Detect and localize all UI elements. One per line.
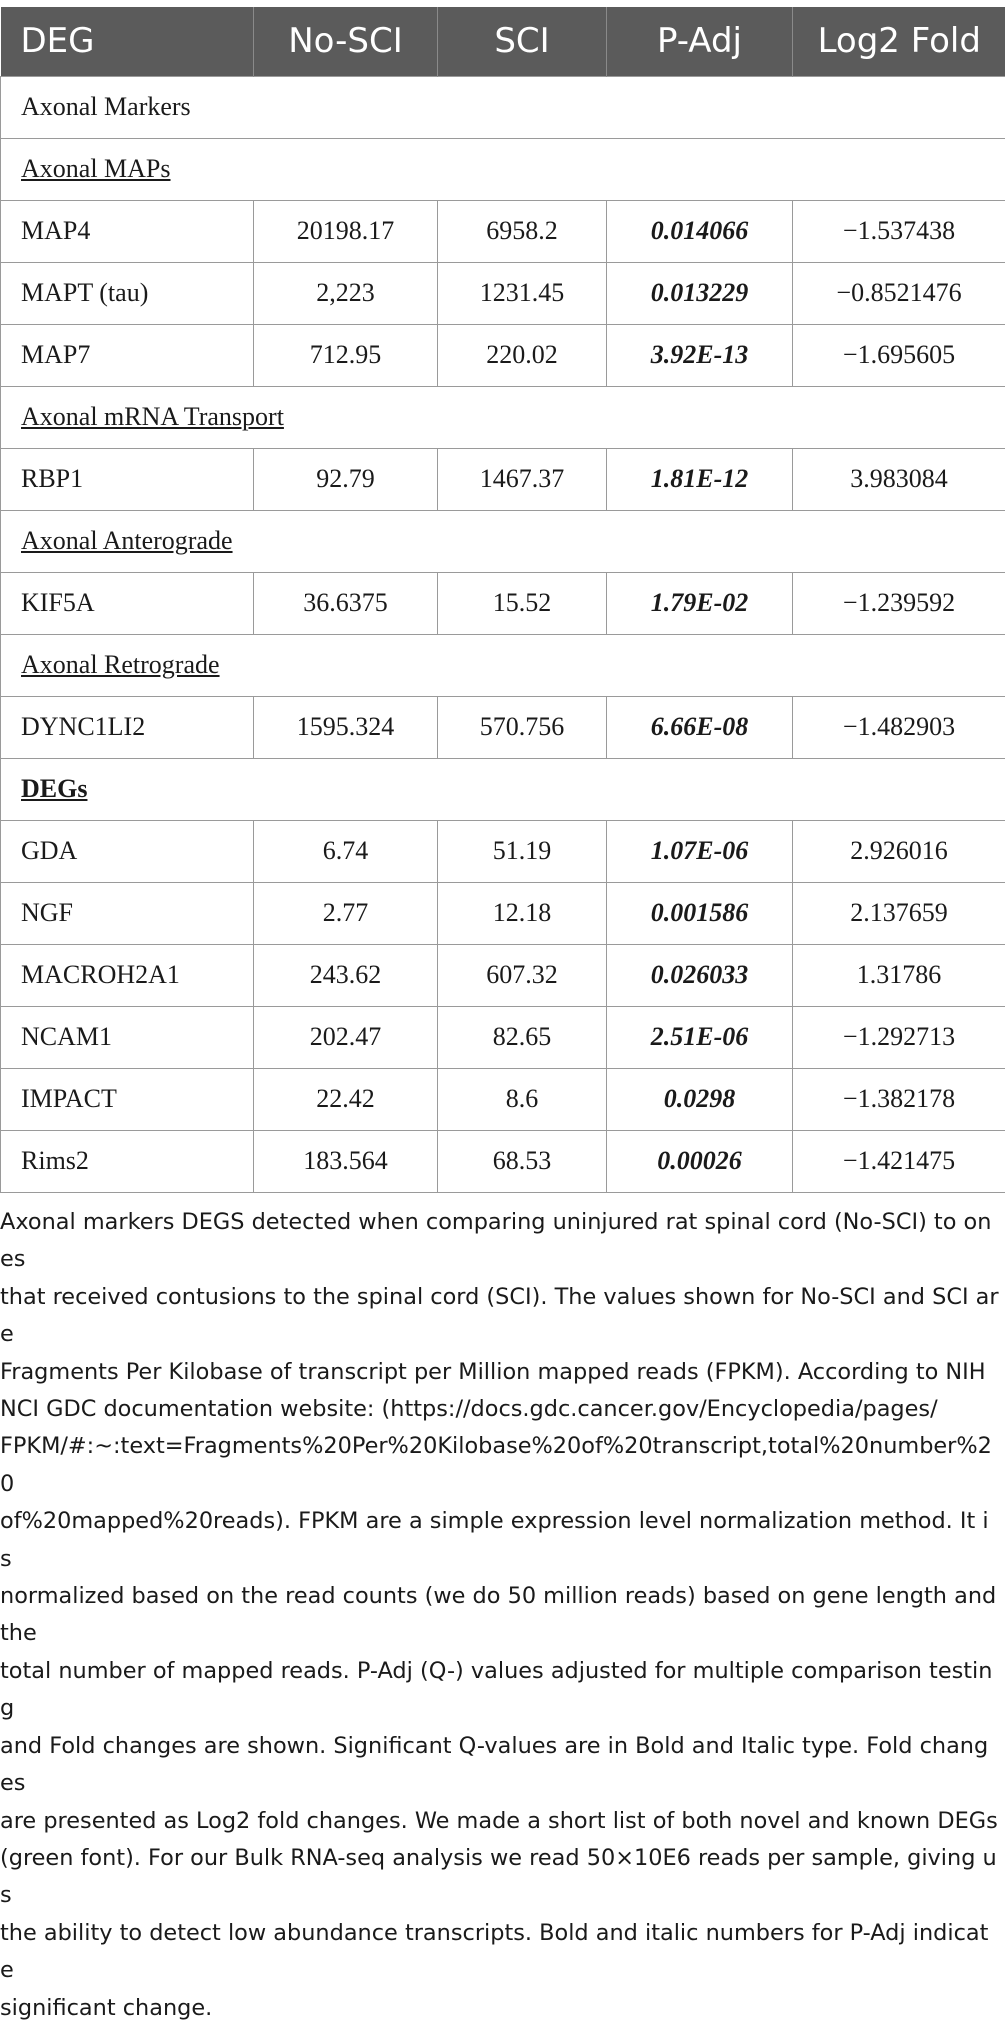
section-label-text: Axonal mRNA Transport bbox=[21, 402, 284, 431]
section-row bbox=[1, 510, 1005, 572]
sci-cell: 68.53 bbox=[438, 1130, 607, 1192]
table-row bbox=[1, 572, 1005, 634]
log2-fold-cell: −1.421475 bbox=[793, 1130, 1005, 1192]
no-sci-cell: 712.95 bbox=[254, 324, 438, 386]
gene-cell: KIF5A bbox=[1, 572, 254, 634]
table-caption bbox=[0, 1204, 1000, 2027]
no-sci-cell: 243.62 bbox=[254, 944, 438, 1006]
caption-line: are presented as Log2 fold changes. We made a short list of both novel and known DEGs bbox=[0, 1803, 1000, 1840]
section-label bbox=[1, 76, 1005, 138]
section-row bbox=[1, 634, 1005, 696]
caption-line: the ability to detect low abundance transcripts. Bold and italic numbers for P-Adj indicate bbox=[0, 1915, 1000, 1990]
p-adj-cell: 1.07E-06 bbox=[607, 820, 793, 882]
section-row bbox=[1, 758, 1005, 820]
caption-line: normalized based on the read counts (we do 50 million reads) based on gene length and the bbox=[0, 1578, 1000, 1653]
no-sci-cell: 1595.324 bbox=[254, 696, 438, 758]
gene-cell: GDA bbox=[1, 820, 254, 882]
section-label bbox=[1, 634, 1005, 696]
sci-cell: 82.65 bbox=[438, 1006, 607, 1068]
p-adj-cell: 1.81E-12 bbox=[607, 448, 793, 510]
caption-line: Fragments Per Kilobase of transcript per Million mapped reads (FPKM). According to NIH bbox=[0, 1354, 1000, 1391]
section-label-text: Axonal Retrograde bbox=[21, 650, 220, 679]
gene-cell: IMPACT bbox=[1, 1068, 254, 1130]
sci-cell: 220.02 bbox=[438, 324, 607, 386]
log2-fold-cell: −1.537438 bbox=[793, 200, 1005, 262]
caption-line: NCI GDC documentation website: (https://docs.gdc.cancer.gov/Encyclopedia/pages/ bbox=[0, 1391, 1000, 1428]
deg-table bbox=[0, 7, 1005, 1193]
table-row bbox=[1, 262, 1005, 324]
sci-cell: 570.756 bbox=[438, 696, 607, 758]
no-sci-cell: 2.77 bbox=[254, 882, 438, 944]
section-row bbox=[1, 76, 1005, 138]
p-adj-cell: 0.026033 bbox=[607, 944, 793, 1006]
caption-line: significant change. bbox=[0, 1990, 1000, 2027]
sci-cell: 607.32 bbox=[438, 944, 607, 1006]
log2-fold-cell: 1.31786 bbox=[793, 944, 1005, 1006]
p-adj-cell: 0.00026 bbox=[607, 1130, 793, 1192]
header-p-adj: P-Adj bbox=[607, 7, 793, 76]
table-row bbox=[1, 1068, 1005, 1130]
gene-cell: MAP4 bbox=[1, 200, 254, 262]
section-row bbox=[1, 386, 1005, 448]
table-body bbox=[1, 76, 1005, 1192]
table-header bbox=[1, 7, 1005, 76]
section-label bbox=[1, 386, 1005, 448]
sci-cell: 12.18 bbox=[438, 882, 607, 944]
table-row bbox=[1, 882, 1005, 944]
sci-cell: 51.19 bbox=[438, 820, 607, 882]
gene-cell: MAP7 bbox=[1, 324, 254, 386]
no-sci-cell: 36.6375 bbox=[254, 572, 438, 634]
no-sci-cell: 20198.17 bbox=[254, 200, 438, 262]
no-sci-cell: 6.74 bbox=[254, 820, 438, 882]
log2-fold-cell: 2.137659 bbox=[793, 882, 1005, 944]
p-adj-cell: 2.51E-06 bbox=[607, 1006, 793, 1068]
header-log2-fold: Log2 Fold bbox=[793, 7, 1005, 76]
log2-fold-cell: 3.983084 bbox=[793, 448, 1005, 510]
section-label-text: Axonal MAPs bbox=[21, 154, 171, 183]
caption-line: total number of mapped reads. P-Adj (Q-) values adjusted for multiple comparison testing bbox=[0, 1653, 1000, 1728]
sci-cell: 1231.45 bbox=[438, 262, 607, 324]
sci-cell: 6958.2 bbox=[438, 200, 607, 262]
log2-fold-cell: −0.8521476 bbox=[793, 262, 1005, 324]
p-adj-cell: 0.0298 bbox=[607, 1068, 793, 1130]
header-sci: SCI bbox=[438, 7, 607, 76]
no-sci-cell: 202.47 bbox=[254, 1006, 438, 1068]
gene-cell: Rims2 bbox=[1, 1130, 254, 1192]
log2-fold-cell: −1.482903 bbox=[793, 696, 1005, 758]
caption-line: (green font). For our Bulk RNA-seq analysis we read 50×10E6 reads per sample, giving us bbox=[0, 1840, 1000, 1915]
sci-cell: 15.52 bbox=[438, 572, 607, 634]
p-adj-cell: 0.014066 bbox=[607, 200, 793, 262]
p-adj-cell: 3.92E-13 bbox=[607, 324, 793, 386]
p-adj-cell: 6.66E-08 bbox=[607, 696, 793, 758]
no-sci-cell: 183.564 bbox=[254, 1130, 438, 1192]
section-label-text: DEGs bbox=[21, 774, 87, 803]
table-row bbox=[1, 324, 1005, 386]
log2-fold-cell: −1.382178 bbox=[793, 1068, 1005, 1130]
gene-cell: DYNC1LI2 bbox=[1, 696, 254, 758]
header-row bbox=[1, 7, 1005, 76]
p-adj-cell: 0.013229 bbox=[607, 262, 793, 324]
section-label bbox=[1, 138, 1005, 200]
log2-fold-cell: −1.695605 bbox=[793, 324, 1005, 386]
caption-line: that received contusions to the spinal cord (SCI). The values shown for No-SCI and SCI are bbox=[0, 1279, 1000, 1354]
sci-cell: 8.6 bbox=[438, 1068, 607, 1130]
table-row bbox=[1, 1006, 1005, 1068]
table-row bbox=[1, 820, 1005, 882]
sci-cell: 1467.37 bbox=[438, 448, 607, 510]
log2-fold-cell: −1.292713 bbox=[793, 1006, 1005, 1068]
header-no-sci: No-SCI bbox=[254, 7, 438, 76]
gene-cell: RBP1 bbox=[1, 448, 254, 510]
caption-line: of%20mapped%20reads). FPKM are a simple expression level normalization method. It is bbox=[0, 1503, 1000, 1578]
no-sci-cell: 2,223 bbox=[254, 262, 438, 324]
header-deg: DEG bbox=[1, 7, 254, 76]
p-adj-cell: 1.79E-02 bbox=[607, 572, 793, 634]
caption-line: FPKM/#:~:text=Fragments%20Per%20Kilobase%20of%20transcript,total%20number%20 bbox=[0, 1428, 1000, 1503]
gene-cell: MACROH2A1 bbox=[1, 944, 254, 1006]
section-label bbox=[1, 758, 1005, 820]
log2-fold-cell: −1.239592 bbox=[793, 572, 1005, 634]
gene-cell: NCAM1 bbox=[1, 1006, 254, 1068]
caption-line: Axonal markers DEGS detected when comparing uninjured rat spinal cord (No-SCI) to ones bbox=[0, 1204, 1000, 1279]
caption-line: and Fold changes are shown. Significant Q-values are in Bold and Italic type. Fold changes bbox=[0, 1728, 1000, 1803]
section-label-text: Axonal Markers bbox=[21, 92, 191, 121]
table-row bbox=[1, 944, 1005, 1006]
gene-cell: NGF bbox=[1, 882, 254, 944]
no-sci-cell: 22.42 bbox=[254, 1068, 438, 1130]
log2-fold-cell: 2.926016 bbox=[793, 820, 1005, 882]
table-row bbox=[1, 696, 1005, 758]
section-label-text: Axonal Anterograde bbox=[21, 526, 233, 555]
p-adj-cell: 0.001586 bbox=[607, 882, 793, 944]
section-label bbox=[1, 510, 1005, 572]
table-row bbox=[1, 448, 1005, 510]
table-row bbox=[1, 1130, 1005, 1192]
gene-cell: MAPT (tau) bbox=[1, 262, 254, 324]
no-sci-cell: 92.79 bbox=[254, 448, 438, 510]
section-row bbox=[1, 138, 1005, 200]
table-row bbox=[1, 200, 1005, 262]
